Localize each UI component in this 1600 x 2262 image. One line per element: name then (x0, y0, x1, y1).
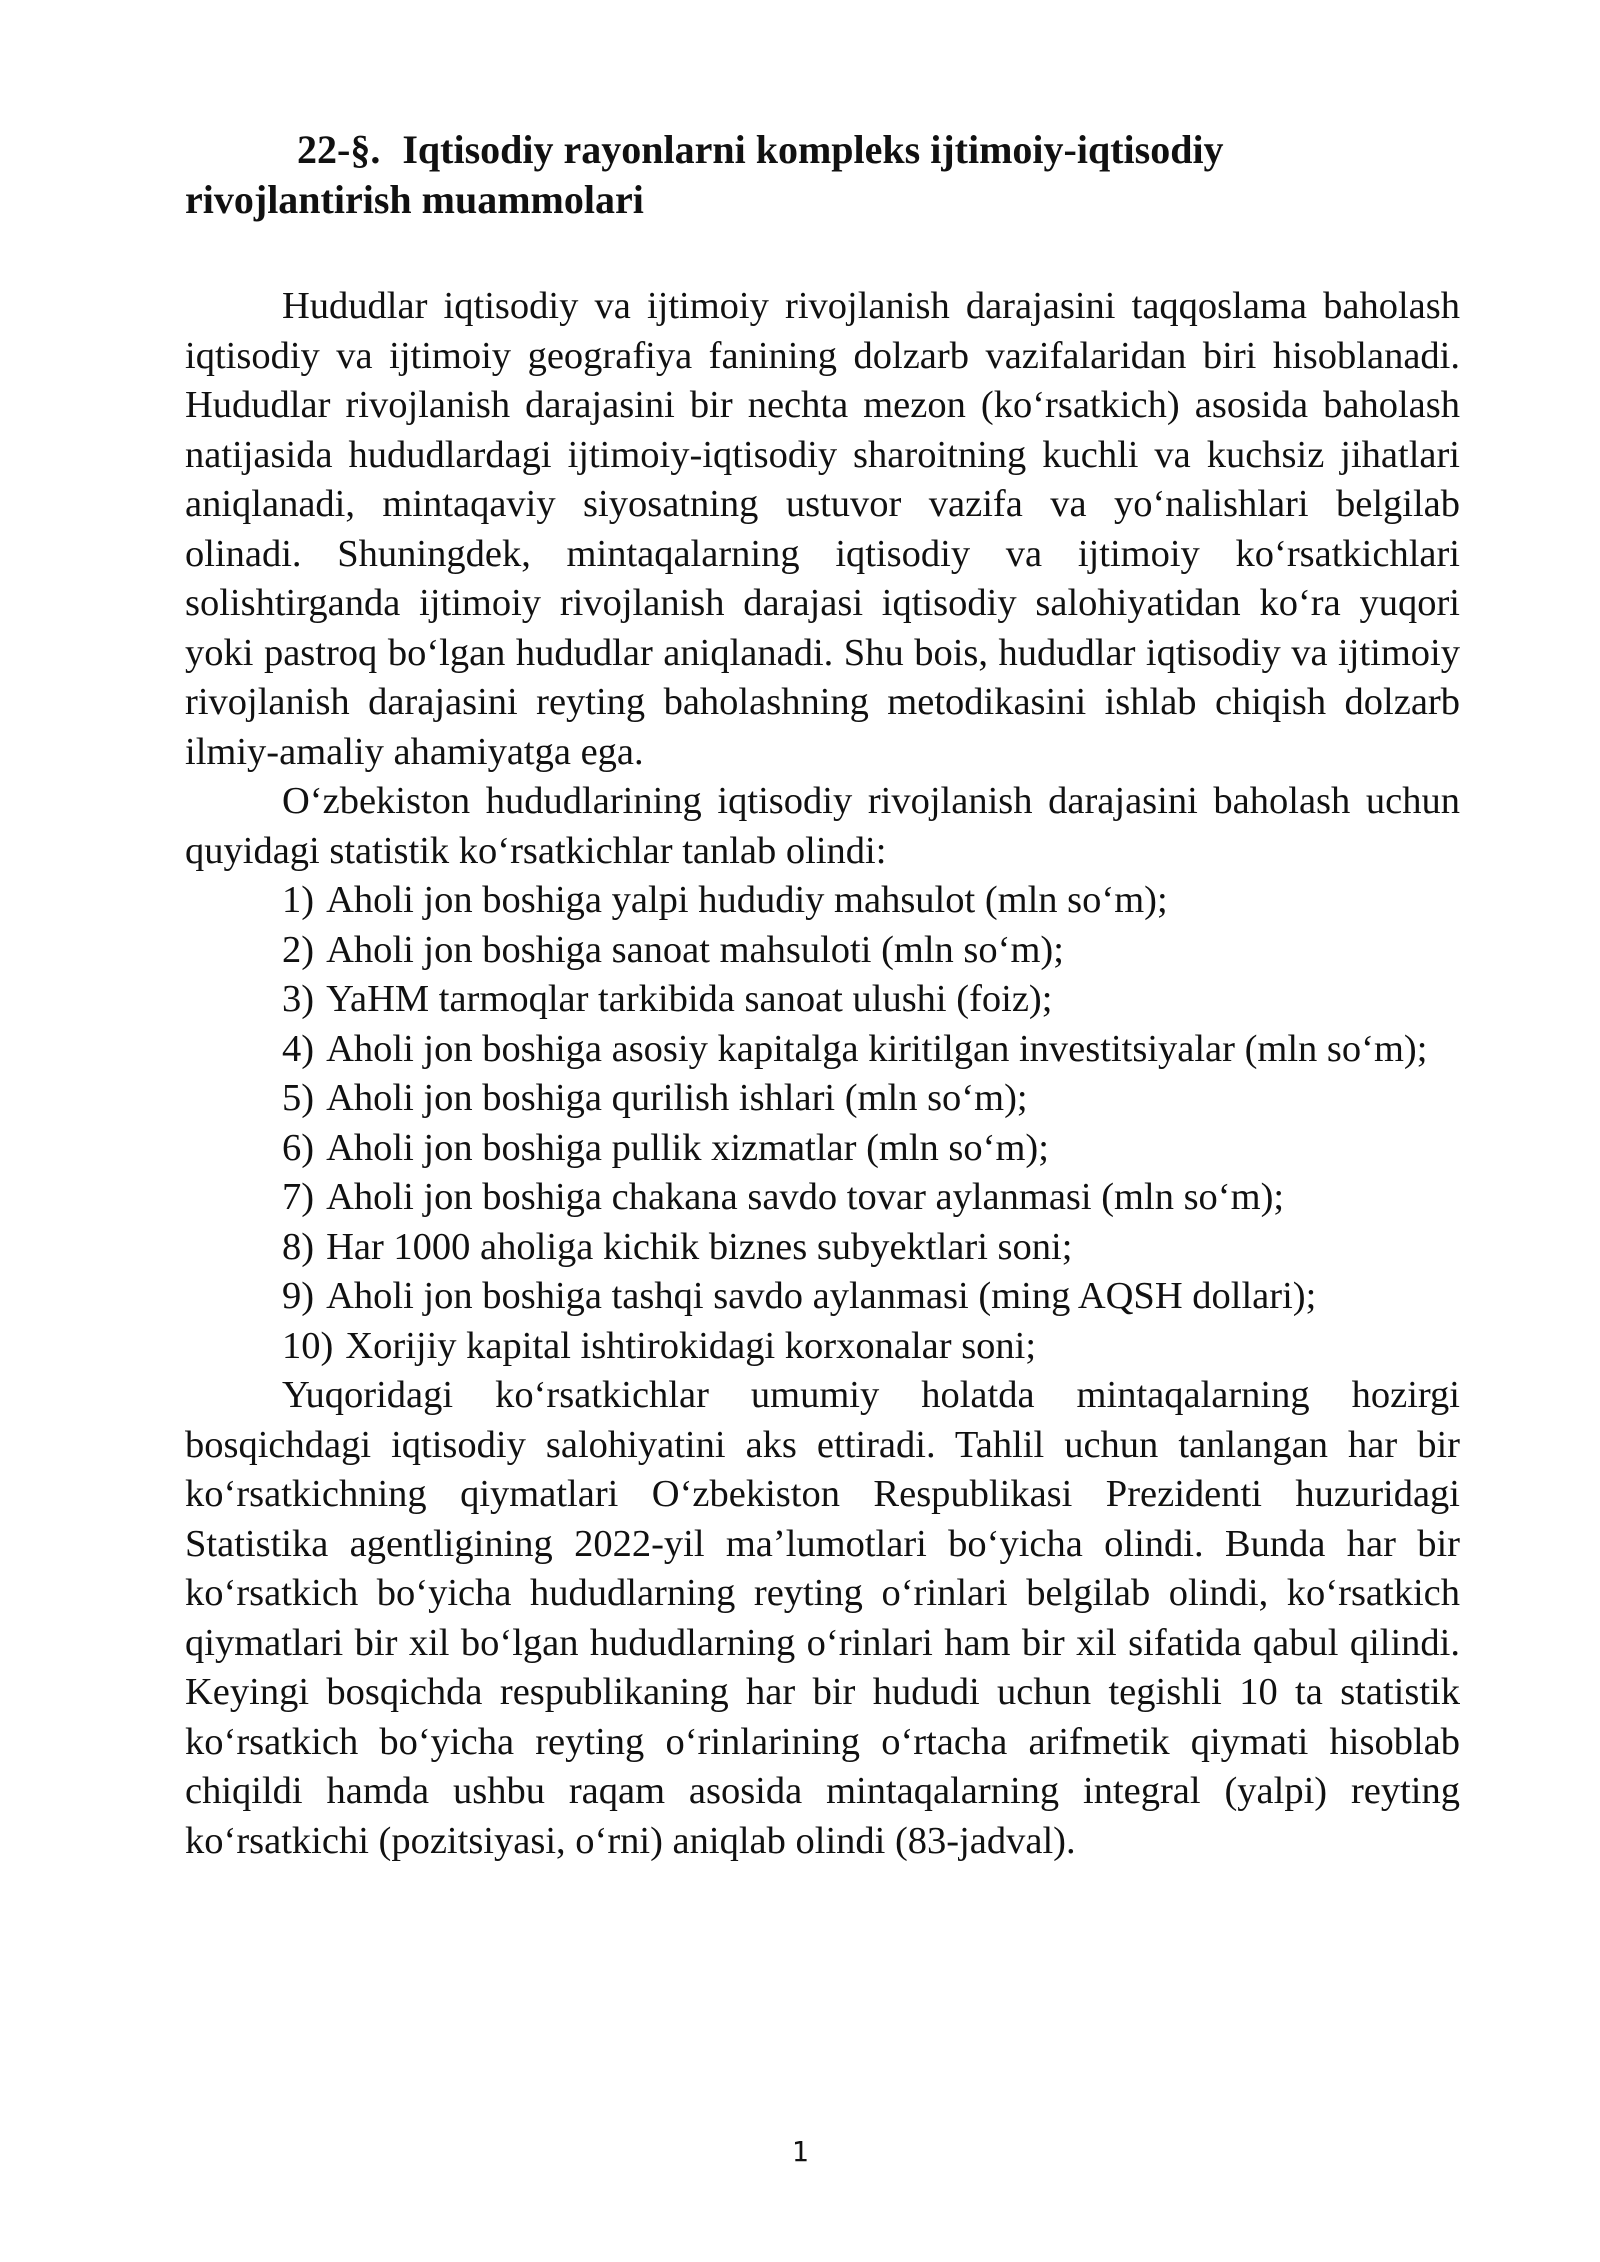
list-item-text: YaHM tarmoqlar tarkibida sanoat ulushi (foiz); (326, 978, 1053, 1020)
list-item-text: Aholi jon boshiga yalpi hududiy mahsulot (mln soʻm); (326, 879, 1168, 921)
section-heading (185, 125, 1460, 225)
list-item (185, 1173, 1460, 1223)
list-item (185, 876, 1460, 926)
list-item (185, 975, 1460, 1025)
list-item-number: 4) (282, 1027, 315, 1070)
page-number: 1 (791, 2135, 809, 2168)
list-item-number: 2) (282, 928, 315, 971)
list-item (185, 1272, 1460, 1322)
list-item (185, 1074, 1460, 1124)
heading-title-part-2: rivojlantirish muammolari (185, 177, 644, 222)
list-item-number: 10) (282, 1324, 334, 1367)
list-item-number: 6) (282, 1126, 315, 1169)
list-item (185, 1223, 1460, 1273)
document-page (185, 125, 1460, 1866)
list-item-text: Aholi jon boshiga sanoat mahsuloti (mln soʻm); (326, 928, 1064, 971)
list-item-number: 9) (282, 1275, 315, 1317)
heading-title-part-1: Iqtisodiy rayonlarni kompleks ijtimoiy-iqtisodiy (402, 127, 1224, 172)
list-item-text: Aholi jon boshiga qurilish ishlari (mln soʻm); (326, 1077, 1028, 1119)
list-item-text: Xorijiy kapital ishtirokidagi korxonalar soni; (345, 1324, 1037, 1367)
body-text (185, 282, 1460, 1866)
indicator-list (185, 876, 1460, 1371)
list-item-text: Aholi jon boshiga pullik xizmatlar (mln soʻm); (326, 1126, 1049, 1169)
list-item-number: 7) (282, 1176, 315, 1218)
list-item (185, 1025, 1460, 1075)
list-item-number: 8) (282, 1225, 315, 1268)
heading-line-1 (185, 125, 1460, 175)
list-item (185, 1322, 1460, 1372)
paragraph-methodology: Yuqoridagi koʻrsatkichlar umumiy holatda mintaqalarning hozirgi bosqichdagi iqtisodiy salohiyatini aks ettiradi. Tahlil uchun tanlangan har bir koʻrsatkichning qiymatlari Oʻzbekiston Respublikasi Prezidenti huzuridagi Statistika agentligining 2022-yil maʼlumotlari boʻyicha olindi. Bunda har bir koʻrsatkich boʻyicha hududlarning reyting oʻrinlari belgilab olindi, koʻrsatkich qiymatlari bir xil boʻlgan hududlarning oʻrinlari ham bir xil sifatida qabul qilindi. Keyingi bosqichda respublikaning har bir hududi uchun tegishli 10 ta statistik koʻrsatkich boʻyicha reyting oʻrinlarining oʻrtacha arifmetik qiymati hisoblab chiqildi hamda ushbu raqam asosida mintaqalarning integral (yalpi) reyting koʻrsatkichi (pozitsiyasi, oʻrni) aniqlab olindi (83-jadval). (185, 1374, 1460, 1862)
list-item-text: Aholi jon boshiga asosiy kapitalga kiritilgan investitsiyalar (mln soʻm); (326, 1027, 1428, 1070)
paragraph-indicators-lead: Oʻzbekiston hududlarining iqtisodiy rivojlanish darajasini baholash uchun quyidagi statistik koʻrsatkichlar tanlab olindi: (185, 780, 1460, 872)
list-item-number: 5) (282, 1077, 315, 1119)
list-item-text: Har 1000 aholiga kichik biznes subyektlari soni; (326, 1225, 1073, 1268)
list-item-text: Aholi jon boshiga chakana savdo tovar aylanmasi (mln soʻm); (326, 1176, 1285, 1218)
list-item-number: 3) (282, 978, 315, 1020)
list-item-number: 1) (282, 879, 315, 921)
paragraph-intro: Hududlar iqtisodiy va ijtimoiy rivojlanish darajasini taqqoslama baholash iqtisodiy va ijtimoiy geografiya fanining dolzarb vazifalaridan biri hisoblanadi. Hududlar rivojlanish darajasini bir nechta mezon (koʻrsatkich) asosida baholash natijasida hududlardagi ijtimoiy-iqtisodiy sharoitning kuchli va kuchsiz jihatlari aniqlanadi, mintaqaviy siyosatning ustuvor vazifa va yoʻnalishlari belgilab olinadi. Shuningdek, mintaqalarning iqtisodiy va ijtimoiy koʻrsatkichlari solishtirganda ijtimoiy rivojlanish darajasi iqtisodiy salohiyatidan koʻra yuqori yoki pastroq boʻlgan hududlar aniqlanadi. Shu bois, hududlar iqtisodiy va ijtimoiy rivojlanish darajasini reyting baholashning metodikasini ishlab chiqish dolzarb ilmiy-amaliy ahamiyatga ega. (185, 285, 1460, 773)
section-number: 22-§. (297, 127, 381, 172)
list-item-text: Aholi jon boshiga tashqi savdo aylanmasi (ming AQSH dollari); (326, 1275, 1317, 1317)
list-item (185, 1124, 1460, 1174)
list-item (185, 926, 1460, 976)
